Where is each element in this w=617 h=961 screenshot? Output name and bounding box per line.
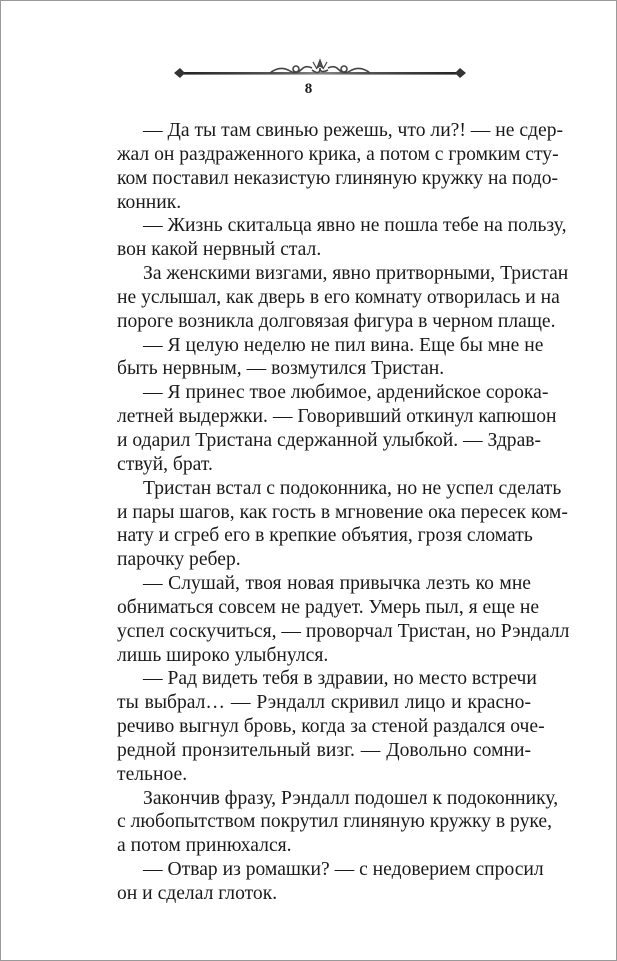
- text-line: с любопытством покрутил глиняную кружку в руке,: [117, 811, 552, 833]
- text-line: и пары шагов, как гость в мгновение ока пересек ком-: [117, 501, 568, 523]
- text-line: ствуй, брат.: [117, 453, 213, 475]
- text-line: летней выдержки. — Говоривший откинул капюшон: [117, 406, 557, 428]
- paragraph: [117, 334, 544, 382]
- text-line: — Жизнь скитальца явно не пошла тебе на пользу,: [143, 215, 567, 237]
- text-line: — Отвар из ромашки? — с недоверием спросил: [143, 859, 544, 881]
- paragraph: [117, 667, 545, 786]
- text-line: успел соскучиться, — проворчал Тристан, но Рэндалл: [117, 620, 570, 642]
- text-line: не услышал, как дверь в его комнату отворилась и на: [117, 286, 560, 308]
- text-line: пороге возникла долговязая фигура в черном плаще.: [117, 310, 556, 332]
- text-line: За женскими визгами, явно притворными, Тристан: [143, 263, 569, 285]
- text-line: — Слушай, твоя новая привычка лезть ко мне: [143, 573, 531, 595]
- paragraph: [117, 381, 557, 476]
- paragraph: [117, 214, 567, 262]
- text-line: Тристан встал с подоконника, но не успел сделать: [143, 477, 562, 499]
- text-line: а потом принюхался.: [117, 835, 292, 857]
- text-line: — Я принес твое любимое, арденийское сорока-: [143, 382, 549, 404]
- paragraph: [117, 787, 559, 859]
- text-line: и одарил Тристана сдержанной улыбкой. — Здрав-: [117, 429, 542, 451]
- text-line: конник.: [117, 191, 182, 213]
- text-line: — Я целую неделю не пил вина. Еще бы мне не: [143, 334, 544, 356]
- paragraph: [117, 858, 544, 906]
- text-line: тельное.: [117, 763, 188, 785]
- text-line: редной пронзительный визг. — Довольно сомни-: [117, 739, 531, 761]
- text-line: лишь широко улыбнулся.: [117, 644, 329, 666]
- paragraph: [117, 477, 568, 572]
- text-line: быть нервным, — возмутился Тристан.: [117, 358, 445, 380]
- text-line: речиво выгнул бровь, когда за стеной раздался оче-: [117, 716, 545, 738]
- text-line: жал он раздраженного крика, а потом с громким сту-: [117, 143, 559, 165]
- text-line: обниматься совсем не радует. Умерь пыл, я еще не: [117, 596, 540, 618]
- body-text: [117, 119, 570, 906]
- text-line: вон какой нервный стал.: [117, 239, 322, 261]
- paragraph: [117, 262, 569, 334]
- text-line: Закончив фразу, Рэндалл подошел к подоконнику,: [143, 787, 559, 809]
- text-line: ком поставил неказистую глиняную кружку на подо-: [117, 167, 559, 189]
- text-line: — Рад видеть тебя в здравии, но место встречи: [143, 668, 537, 690]
- page-number: 8: [304, 81, 313, 97]
- text-line: нату и сгреб его в крепкие объятия, грозя сломать: [117, 525, 533, 547]
- paragraph: [117, 119, 564, 214]
- text-line: — Да ты там свинью режешь, что ли?! — не сдер-: [143, 120, 564, 141]
- text-line: ты выбрал… — Рэндалл скривил лицо и красно-: [117, 692, 531, 714]
- paragraph: [117, 572, 570, 667]
- text-line: он и сделал глоток.: [117, 883, 278, 904]
- text-line: парочку ребер.: [117, 549, 241, 571]
